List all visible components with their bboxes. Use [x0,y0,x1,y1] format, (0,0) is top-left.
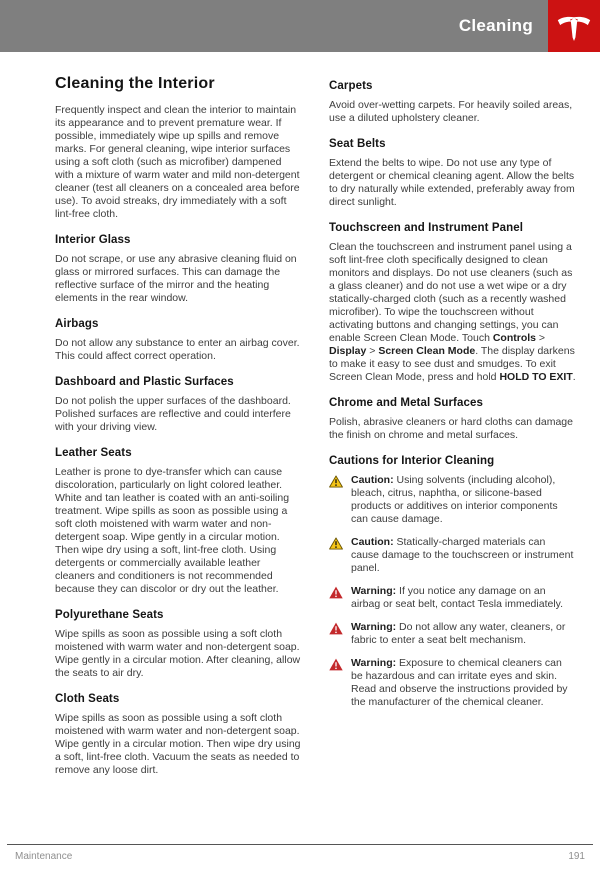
caution-note [329,536,576,575]
warning-note [329,621,576,647]
section-body: Do not allow any substance to enter an airbag cover. This could affect correct operation. [55,337,300,362]
section-heading: Chrome and Metal Surfaces [329,397,483,409]
section-heading: Polyurethane Seats [55,609,164,621]
footer-page-number: 191 [568,851,585,862]
warning-note [329,585,576,611]
note-text [351,621,576,647]
text-segment: > [366,345,379,357]
section-interior-glass [55,234,302,305]
section-body: Leather is prone to dye-transfer which can cause discoloration, particularly on light colored leather. White and tan leather is coated with an anti-soiling treatment. Wipe spills as soon as possible using a soft cloth moistened with warm water and non-detergent soap. Wipe gently in a circular motion. Then wipe dry using a soft, lint-free cloth. Using detergents or commercially available leather cleaners and conditioners is not recommended because they can discolor or dry out the leather. [55,466,290,595]
section-heading: Cautions for Interior Cleaning [329,455,495,467]
text-segment: Clean the touchscreen and instrument panel using a soft lint-free cloth specifically designed to clean monitors and displays. Do not use cleaners (such as a glass cleaner) and do not use a wet wipe or a dry statically-charged cloth (such as a recently washed microfiber). To wipe the touchscreen without activating buttons and changing settings, you can enable Screen Clean Mode. Touch [329,241,573,344]
section-airbags [55,318,302,363]
section-cautions-interior-cleaning [329,455,576,709]
right-column [329,75,576,777]
warning-triangle-icon [329,586,343,599]
section-body: Avoid over-wetting carpets. For heavily soiled areas, use a diluted upholstery cleaner. [329,99,573,124]
section-heading: Airbags [55,318,99,330]
section-body [329,241,576,384]
note-label: Caution: [351,474,394,486]
section-body: Wipe spills as soon as possible using a soft cloth moistened with warm water and non-detergent soap. Wipe gently in a circular motion. Then wipe dry using a soft, lint-free cloth. Vacuum the seats as needed to remove any loose dirt. [55,712,301,776]
section-seat-belts [329,138,576,209]
section-chrome-metal [329,397,576,442]
warning-note [329,657,576,709]
tesla-logo-icon [556,6,592,46]
text-segment: . [572,371,576,383]
hold-to-exit-label: HOLD TO EXIT [499,371,573,383]
chapter-header-bar [0,0,600,52]
section-cloth-seats [55,693,302,777]
chapter-title: Cleaning [458,16,533,35]
note-label: Warning: [351,621,397,633]
page-content [0,52,600,777]
section-body: Extend the belts to wipe. Do not use any type of detergent or chemical cleaning agent. Allow the belts to dry naturally while extended, preferably away from direct sunlight. [329,157,575,208]
text-segment: Statically-charged materials can cause damage to the touchscreen or instrument panel. [351,536,574,574]
caution-note [329,474,576,526]
section-heading: Carpets [329,80,373,92]
note-text [351,657,576,709]
section-body: Do not scrape, or use any abrasive cleaning fluid on glass or mirrored surfaces. This can damage the reflective surface of the mirror and the heating elements in the rear window. [55,253,297,304]
section-heading: Seat Belts [329,138,386,150]
section-heading: Dashboard and Plastic Surfaces [55,376,234,388]
section-body: Do not polish the upper surfaces of the dashboard. Polished surfaces are reflective and could interfere with your driving view. [55,395,291,433]
text-segment: Using solvents (including alcohol), bleach, citrus, naphtha, or silicone-based products or additives on interior components can cause damage. [351,474,558,525]
tesla-logo-box [548,0,600,52]
section-body: Polish, abrasive cleaners or hard cloths can damage the finish on chrome and metal surfaces. [329,416,573,441]
section-dashboard-plastic [55,376,302,434]
note-label: Caution: [351,536,394,548]
section-heading: Interior Glass [55,234,131,246]
section-body: Wipe spills as soon as possible using a soft cloth moistened with warm water and non-detergent soap. Wipe gently in a circular motion. After cleaning, allow the seats to air dry. [55,628,301,679]
text-segment: . The display darkens to make it easy to see dust and smudges. To exit Screen Clean Mode, press and hold [329,345,575,383]
section-touchscreen-instrument-panel [329,222,576,384]
section-carpets [329,80,576,125]
page-footer [7,844,593,872]
menu-path-controls: Controls [492,332,537,344]
section-heading: Touchscreen and Instrument Panel [329,222,524,234]
text-segment: > [536,332,546,344]
caution-triangle-icon [329,475,343,488]
menu-path-display: Display [329,345,367,357]
intro-paragraph: Frequently inspect and clean the interior to maintain its appearance and to prevent premature wear. If possible, immediately wipe up spills and remove marks. For general cleaning, wipe interior surfaces using a soft cloth (such as microfiber) dampened with a mixture of warm water and mild non-detergent cleaner (test all cleaners on a concealed area before use). To avoid streaks, dry immediately with a soft lint-free cloth. [55,104,300,220]
page-title: Cleaning the Interior [55,75,215,92]
section-heading: Leather Seats [55,447,132,459]
warning-triangle-icon [329,622,343,635]
menu-path-screen-clean-mode: Screen Clean Mode [378,345,476,357]
warning-triangle-icon [329,658,343,671]
note-label: Warning: [351,657,397,669]
section-heading: Cloth Seats [55,693,120,705]
left-column [55,75,302,777]
note-text [351,585,576,611]
text-segment: If you notice any damage on an airbag or seat belt, contact Tesla immediately. [351,585,564,610]
note-text [351,474,576,526]
section-polyurethane-seats [55,609,302,680]
text-segment: Exposure to chemical cleaners can be hazardous and can irritate eyes and skin. Read and observe the instructions provided by the manufacturer of the chemical cleaner. [351,657,568,708]
note-label: Warning: [351,585,397,597]
footer-section-name: Maintenance [15,851,73,862]
note-text [351,536,576,575]
section-leather-seats [55,447,302,596]
caution-triangle-icon [329,537,343,550]
text-segment: Do not allow any water, cleaners, or fabric to enter a seat belt mechanism. [351,621,566,646]
